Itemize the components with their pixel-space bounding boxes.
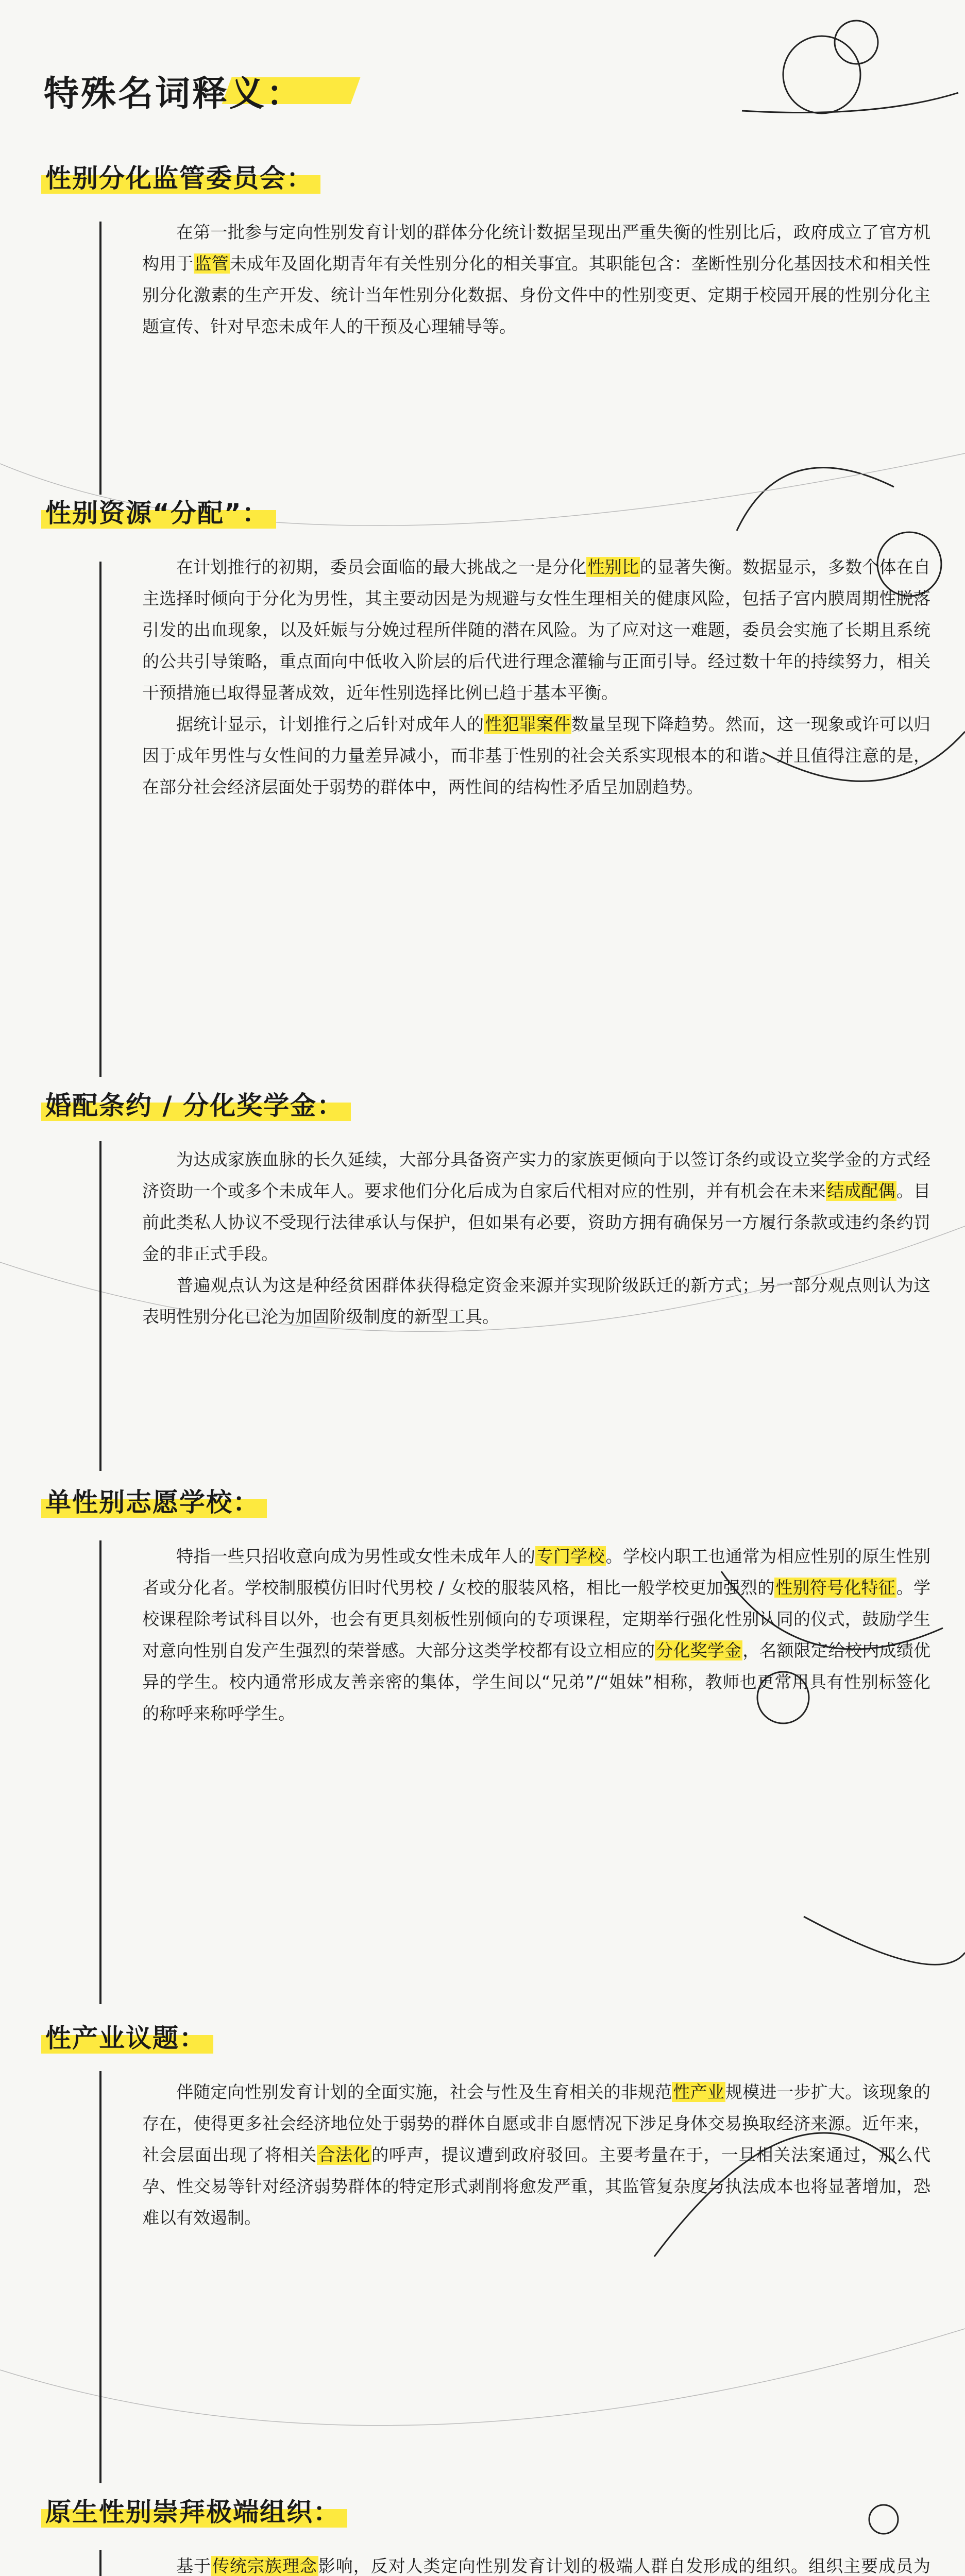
page-title: 特殊名词释义： <box>44 74 304 114</box>
text-run: 影响，反对人类定向性别发育计划的极端人群自发形成的组织。组织主要成员为 <box>318 2556 931 2576</box>
section-body <box>142 2550 930 2576</box>
section-body <box>142 551 930 803</box>
highlighted-term: 结成配偶 <box>827 1181 895 1201</box>
ring-decoration <box>783 36 860 113</box>
text-run: 在第一批参与定向性别发育计划的群体分化统计数据呈现出严重失衡的性别比后，政府成立了官方机构用于 <box>142 222 930 274</box>
text-run: 在计划推行的初期，委员会面临的最大挑战之一是分化 <box>176 557 587 577</box>
text-run: 特指一些只招收意向成为男性或女性未成年人的 <box>176 1546 535 1566</box>
text-run: 普遍观点认为这是种经贫困群体获得稳定资金来源并实现阶级跃迁的新方式；另一部分观点则认为这表明性别分化已沦为加固阶级制度的新型工具。 <box>142 1275 930 1327</box>
section-title: 性别资源“分配”： <box>41 495 276 532</box>
highlighted-term: 分化奖学金 <box>656 1640 742 1660</box>
vertical-rule <box>99 2550 101 2576</box>
text-run: 为达成家族血脉的长久延续，大部分具备资产实力的家族更倾向于以签订条约或设立奖学金的方式经济资助一个或多个未成年人。要求他们分化后成为自家后代相对应的性别，并有机会在未来 <box>142 1149 930 1201</box>
section-title: 性别分化监管委员会： <box>41 160 320 197</box>
text-run: 。目前此类私人协议不受现行法律承认与保护，但如果有必要，资助方拥有确保另一方履行条款或违约条约罚金的非正式手段。 <box>142 1181 931 1264</box>
section-paragraph <box>142 1269 930 1332</box>
highlighted-term: 传统宗族理念 <box>212 2556 317 2576</box>
vertical-rule <box>99 222 101 495</box>
highlighted-term: 专门学校 <box>536 1546 605 1566</box>
section-paragraph <box>142 2550 930 2576</box>
highlighted-term: 性别比 <box>587 557 639 577</box>
section-body <box>142 1540 930 1729</box>
section-paragraph <box>142 2076 930 2233</box>
section-title: 原生性别崇拜极端组织： <box>41 2494 347 2531</box>
text-run: 规模进一步扩大。该现象的存在，使得更多社会经济地位处于弱势的群体自愿或非自愿情况下涉足身体交易换取经济来源。近年来，社会层面出现了将相关 <box>142 2082 931 2165</box>
vertical-rule <box>99 2071 101 2483</box>
highlighted-term: 合法化 <box>318 2145 371 2165</box>
text-run: 据统计显示，计划推行之后针对成年人的 <box>176 714 484 734</box>
highlighted-term: 性犯罪案件 <box>485 714 571 734</box>
text-run: 伴随定向性别发育计划的全面实施，社会与性及生育相关的非规范 <box>176 2082 672 2102</box>
highlighted-term: 性别符号化特征 <box>775 1578 895 1598</box>
vertical-rule <box>99 1141 101 1471</box>
section-paragraph <box>142 216 930 342</box>
text-run: 的显著失衡。数据显示，多数个体在自主选择时倾向于分化为男性，其主要动因是为规避与女性生理相关的健康风险，包括子宫内膜周期性脱落引发的出血现象，以及妊娠与分娩过程所伴随的潜在风险。为了应对这一难题，委员会实施了长期且系统的公共引导策略，重点面向中低收入阶层的后代进行理念灌输与正面引导。经过数十年的持续努力，相关干预措施已取得显著成效，近年性别选择比例已趋于基本平衡。 <box>142 557 931 703</box>
section-title: 性产业议题： <box>41 2020 213 2057</box>
section-body <box>142 216 930 342</box>
vertical-rule <box>99 1540 101 2004</box>
section-paragraph <box>142 708 930 803</box>
highlighted-term: 性产业 <box>673 2082 724 2102</box>
section-paragraph <box>142 551 930 708</box>
text-run: 。学校课程除考试科目以外，也会有更具刻板性别倾向的专项课程，定期举行强化性别认同的仪式，鼓励学生对意向性别自发产生强烈的荣誉感。大部分这类学校都有设立相应的 <box>142 1578 931 1660</box>
section-paragraph <box>142 1540 930 1729</box>
highlighted-term: 监管 <box>194 253 229 274</box>
section-title: 单性别志愿学校： <box>41 1484 267 1521</box>
vertical-rule <box>99 562 101 1077</box>
section-body <box>142 2076 930 2233</box>
section-body <box>142 1144 930 1332</box>
text-run: 数量呈现下降趋势。然而，这一现象或许可以归因于成年男性与女性间的力量差异减小，而非基于性别的社会关系实现根本的和谐。并且值得注意的是，在部分社会经济层面处于弱势的群体中，两性间的结构性矛盾呈加剧趋势。 <box>142 714 931 797</box>
text-run: 未成年及固化期青年有关性别分化的相关事宜。其职能包含：垄断性别分化基因技术和相关性别分化激素的生产开发、统计当年性别分化数据、身份文件中的性别变更、定期于校园开展的性别分化主题宣传、针对早恋未成年人的干预及心理辅导等。 <box>142 253 931 336</box>
section-paragraph <box>142 1144 930 1269</box>
section-title: 婚配条约 / 分化奖学金： <box>41 1087 351 1124</box>
text-run: 的呼声，提议遭到政府驳回。主要考量在于，一旦相关法案通过，那么代孕、性交易等针对经济弱势群体的特定形式剥削将愈发严重，其监管复杂度与执法成本也将显著增加，恐难以有效遏制。 <box>142 2145 931 2228</box>
text-run: 基于 <box>176 2556 211 2576</box>
text-run: 。学校内职工也通常为相应性别的原生性别者或分化者。学校制服模仿旧时代男校 / 女校的服装风格，相比一般学校更加强烈的 <box>142 1546 931 1598</box>
text-run: ，名额限定给校内成绩优异的学生。校内通常形成友善亲密的集体，学生间以“兄弟”/“姐妹”相称，教师也更常用具有性别标签化的称呼来称呼学生。 <box>142 1640 931 1723</box>
